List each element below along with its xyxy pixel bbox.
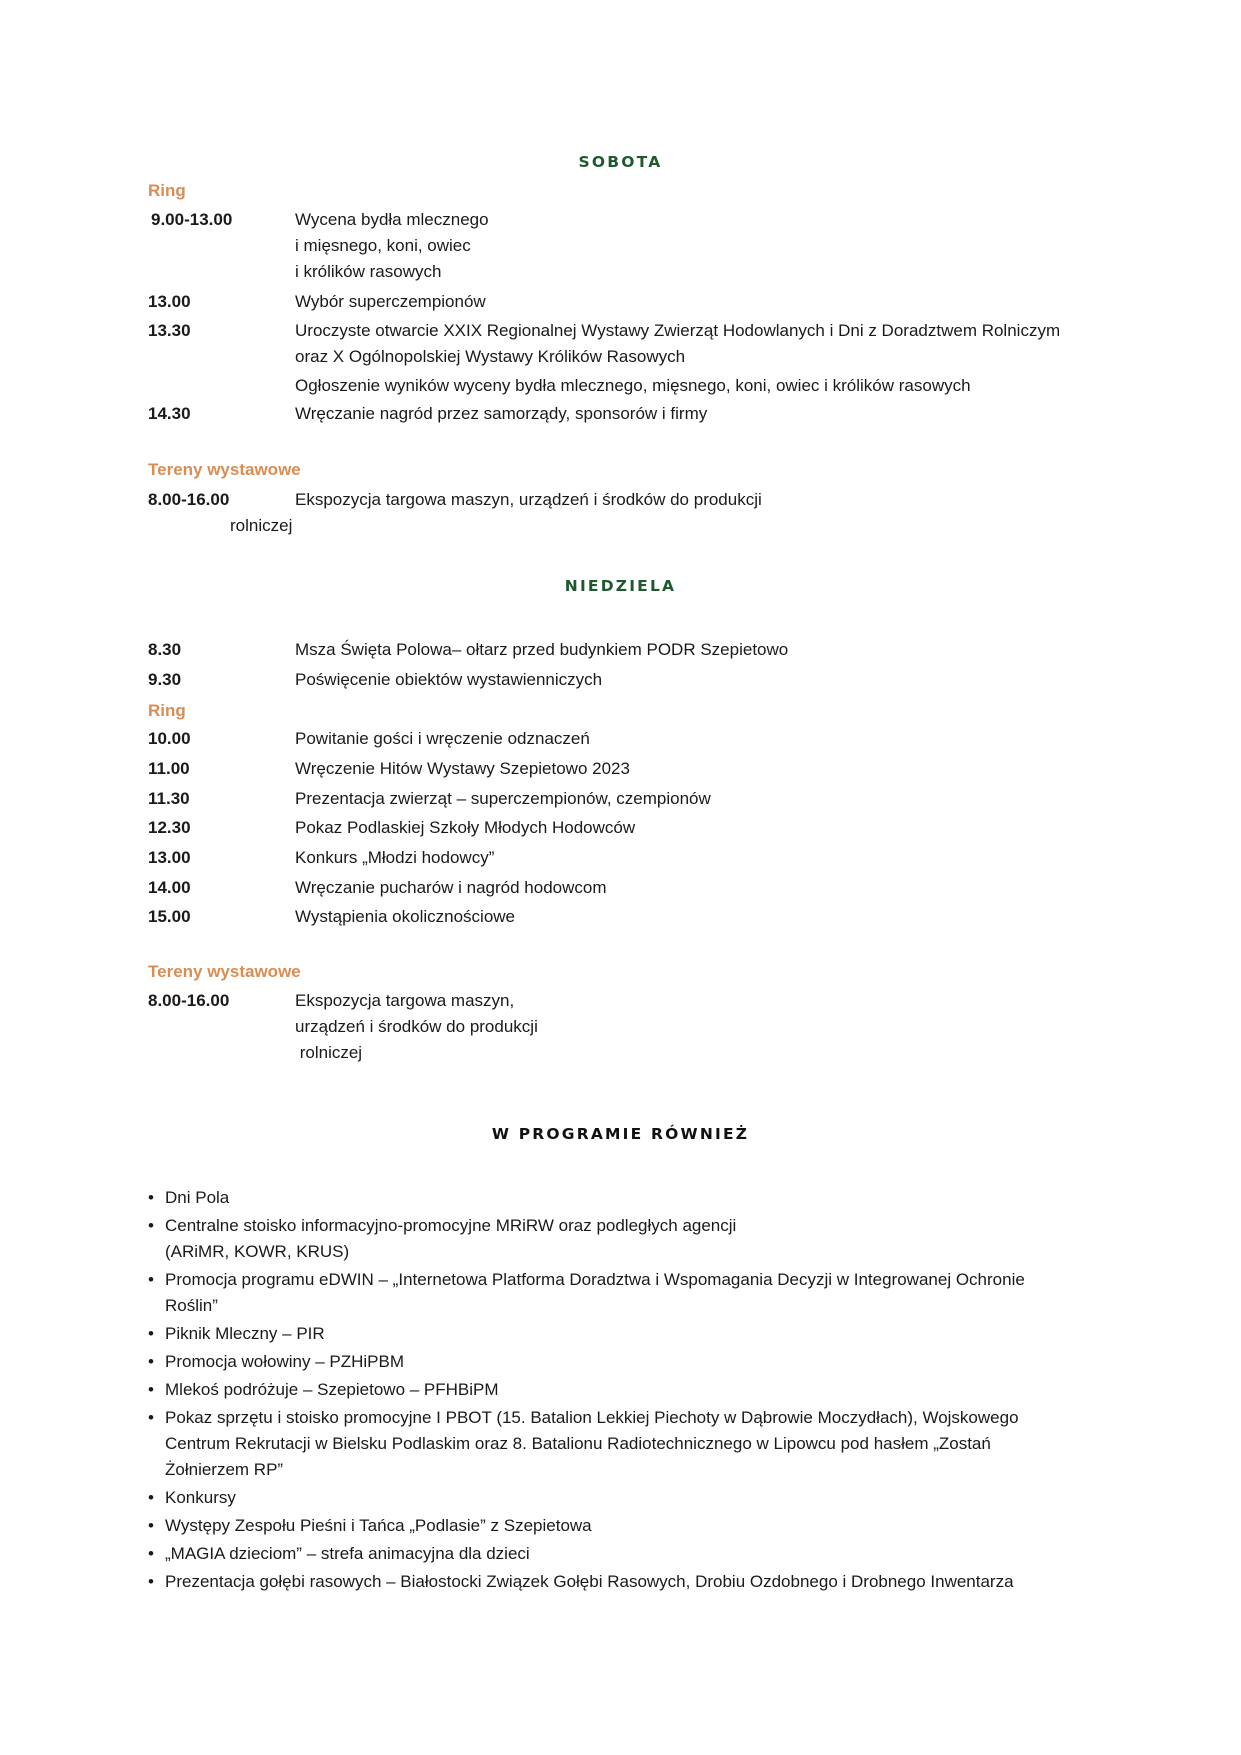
- bullet-icon: •: [148, 1516, 154, 1535]
- description: [295, 904, 515, 930]
- also-heading: W PROGRAMIE RÓWNIEŻ: [491, 1125, 750, 1143]
- time: 10.00: [148, 729, 191, 748]
- list-item: [148, 1513, 1088, 1539]
- description-line: i mięsnego, koni, owiec: [295, 236, 471, 255]
- description: [295, 318, 1060, 370]
- bullet-icon: •: [148, 1572, 154, 1591]
- list-item-line: Roślin”: [165, 1296, 218, 1315]
- list-item-line: Centralne stoisko informacyjno-promocyjne MRiRW oraz podległych agencji: [165, 1216, 737, 1235]
- list-item: [148, 1377, 1088, 1403]
- list-item-line: Promocja programu eDWIN – „Internetowa Platforma Doradztwa i Wspomagania Decyzji w Integrowanej Ochronie: [165, 1270, 1025, 1289]
- bullet-icon: •: [148, 1488, 154, 1507]
- time: 12.30: [148, 818, 191, 837]
- list-item: [148, 1569, 1088, 1595]
- time: 14.00: [148, 878, 191, 897]
- list-item-line: Występy Zespołu Pieśni i Tańca „Podlasie” z Szepietowa: [165, 1516, 592, 1535]
- description-line: Wręczanie pucharów i nagród hodowcom: [295, 878, 607, 897]
- bullet-icon: •: [148, 1380, 154, 1399]
- description: [295, 815, 635, 841]
- list-item: [148, 1213, 1088, 1265]
- description: [295, 988, 538, 1066]
- time: 8.00-16.00: [148, 991, 230, 1010]
- description-line: Ekspozycja targowa maszyn,: [295, 991, 515, 1010]
- description: [295, 289, 486, 315]
- list-item-line: Konkursy: [165, 1488, 236, 1507]
- list-item-line: (ARiMR, KOWR, KRUS): [165, 1242, 350, 1261]
- description-line: Powitanie gości i wręczenie odznaczeń: [295, 729, 590, 748]
- bullet-icon: •: [148, 1352, 154, 1371]
- description-line: Ekspozycja targowa maszyn, urządzeń i środków do produkcji: [295, 490, 762, 509]
- description-line: Wycena bydła mlecznego: [295, 210, 489, 229]
- also-list: [148, 1185, 1088, 1597]
- list-item-line: Promocja wołowiny – PZHiPBM: [165, 1352, 405, 1371]
- description: [295, 487, 762, 513]
- description-line: Wybór superczempionów: [295, 292, 486, 311]
- time: 8.00-16.00: [148, 490, 230, 509]
- description-line: Poświęcenie obiektów wystawienniczych: [295, 670, 603, 689]
- saturday-ring-label: Ring: [148, 181, 186, 200]
- description-line: Konkurs „Młodzi hodowcy”: [295, 848, 495, 867]
- saturday-grounds-item-continuation: rolniczej: [230, 516, 293, 535]
- bullet-icon: •: [148, 1216, 154, 1235]
- description: [295, 637, 788, 663]
- description: [295, 667, 602, 693]
- description: [295, 756, 630, 782]
- list-item-line: Centrum Rekrutacji w Bielsku Podlaskim oraz 8. Batalionu Radiotechnicznego w Lipowcu pod hasłem „Zostań: [165, 1434, 991, 1453]
- list-item: [148, 1349, 1088, 1375]
- bullet-icon: •: [148, 1270, 154, 1289]
- description: [295, 786, 711, 812]
- bullet-icon: •: [148, 1188, 154, 1207]
- saturday-heading: SOBOTA: [578, 153, 663, 171]
- description: [295, 207, 489, 285]
- sunday-ring-label: Ring: [148, 701, 186, 720]
- description-line: rolniczej: [295, 1043, 363, 1062]
- description-line: oraz X Ogólnopolskiej Wystawy Królików Rasowych: [295, 347, 686, 366]
- description-line: Prezentacja zwierząt – superczempionów, czempionów: [295, 789, 711, 808]
- bullet-icon: •: [148, 1544, 154, 1563]
- description-line: Msza Święta Polowa– ołtarz przed budynkiem PODR Szepietowo: [295, 640, 789, 659]
- time: 15.00: [148, 907, 191, 926]
- description-line: Wręczenie Hitów Wystawy Szepietowo 2023: [295, 759, 630, 778]
- list-item: [148, 1541, 1088, 1567]
- time: 9.30: [148, 670, 182, 689]
- list-item: [148, 1185, 1088, 1211]
- description: [295, 726, 590, 752]
- list-item: [148, 1485, 1088, 1511]
- description-line: Ogłoszenie wyników wyceny bydła mlecznego, mięsnego, koni, owiec i królików rasowych: [295, 376, 971, 395]
- description-line: i królików rasowych: [295, 262, 442, 281]
- description-line: Wystąpienia okolicznościowe: [295, 907, 516, 926]
- description: [295, 401, 707, 427]
- list-item: [148, 1267, 1088, 1319]
- time: 13.30: [148, 321, 191, 340]
- description: [295, 373, 971, 399]
- description-line: Pokaz Podlaskiej Szkoły Młodych Hodowców: [295, 818, 636, 837]
- time: 13.00: [148, 292, 191, 311]
- description: [295, 875, 607, 901]
- list-item-line: Pokaz sprzętu i stoisko promocyjne I PBOT (15. Batalion Lekkiej Piechoty w Dąbrowie Moczydłach), Wojskowego: [165, 1408, 1019, 1427]
- description: [295, 845, 494, 871]
- list-item-line: Piknik Mleczny – PIR: [165, 1324, 325, 1343]
- time: 9.00-13.00: [151, 210, 233, 229]
- list-item: [148, 1321, 1088, 1347]
- description-line: urządzeń i środków do produkcji: [295, 1017, 538, 1036]
- list-item-line: „MAGIA dzieciom” – strefa animacyjna dla dzieci: [165, 1544, 530, 1563]
- list-item-line: Żołnierzem RP”: [165, 1460, 284, 1479]
- saturday-grounds-label: Tereny wystawowe: [148, 460, 301, 479]
- time: 13.00: [148, 848, 191, 867]
- list-item-line: Mlekoś podróżuje – Szepietowo – PFHBiPM: [165, 1380, 499, 1399]
- bullet-icon: •: [148, 1408, 154, 1427]
- sunday-heading: NIEDZIELA: [564, 577, 677, 595]
- time: 11.00: [148, 759, 190, 778]
- bullet-icon: •: [148, 1324, 154, 1343]
- time: 11.30: [148, 789, 190, 808]
- list-item-line: Dni Pola: [165, 1188, 230, 1207]
- list-item-line: Prezentacja gołębi rasowych – Białostocki Związek Gołębi Rasowych, Drobiu Ozdobnego i Drobnego Inwentarza: [165, 1572, 1014, 1591]
- time: 8.30: [148, 640, 182, 659]
- description-line: Uroczyste otwarcie XXIX Regionalnej Wystawy Zwierząt Hodowlanych i Dni z Doradztwem Rolniczym: [295, 321, 1061, 340]
- time: 14.30: [148, 404, 191, 423]
- sunday-grounds-label: Tereny wystawowe: [148, 962, 301, 981]
- description-line: Wręczanie nagród przez samorządy, sponsorów i firmy: [295, 404, 708, 423]
- list-item: [148, 1405, 1088, 1483]
